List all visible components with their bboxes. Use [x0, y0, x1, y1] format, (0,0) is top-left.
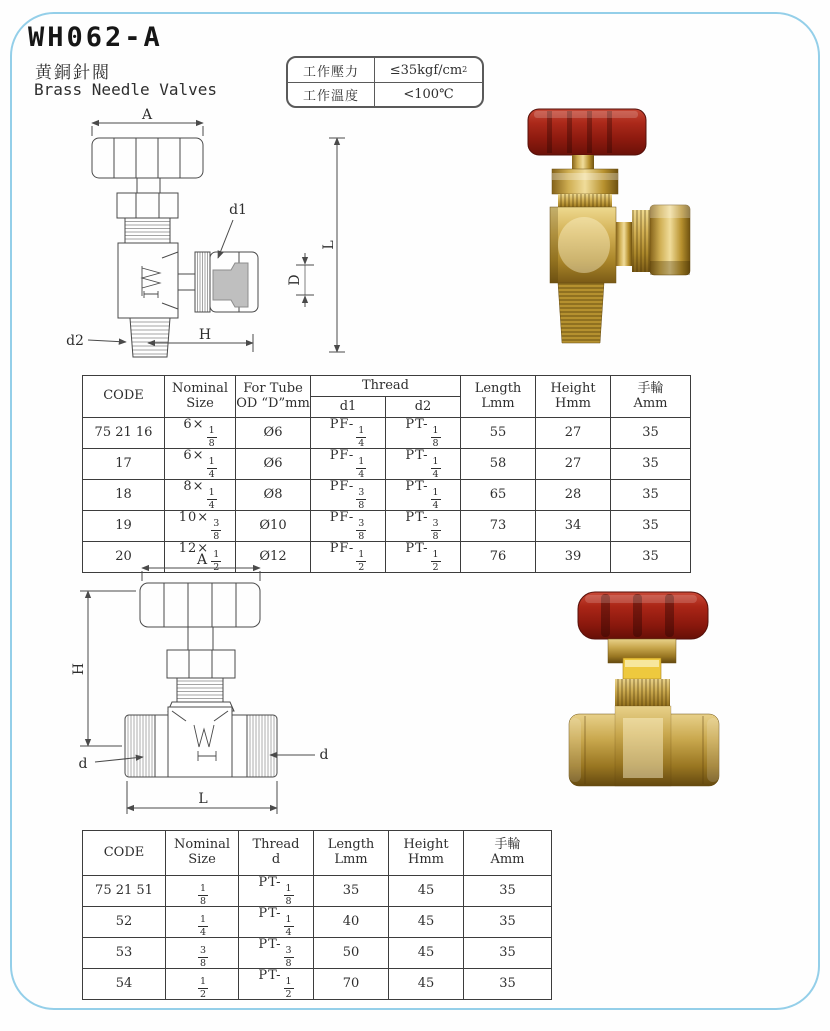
subtitle-english: Brass Needle Valves [34, 80, 218, 99]
header-handwheel [464, 831, 552, 876]
cell-height: 45 [389, 938, 464, 969]
header-d1: d1 [311, 397, 386, 418]
cell-nominal: 8× $\frac{1}{4}$ [165, 480, 236, 511]
header-d2: d2 [386, 397, 461, 418]
cell-wheel: 35 [611, 511, 691, 542]
straight-valve-drawing [58, 553, 360, 819]
header-line: Thread [252, 837, 300, 853]
straight-valve-spec-table [82, 830, 552, 1000]
cell-nominal: $\frac{1}{2}$ [166, 969, 239, 1000]
cell-length: 76 [461, 542, 536, 573]
cell-wheel: 35 [464, 969, 552, 1000]
header-line: 手輪 [637, 380, 664, 396]
dim-label-H: H [198, 327, 212, 343]
cell-nominal: 6× $\frac{1}{4}$ [165, 449, 236, 480]
table-row [83, 969, 552, 1000]
header-handwheel [611, 376, 691, 418]
header-line: Lmm [334, 852, 368, 867]
cell-nominal: 12× $\frac{1}{2}$ [165, 542, 236, 573]
cell-height: 45 [389, 969, 464, 1000]
cell-height: 27 [536, 418, 611, 449]
cell-height: 34 [536, 511, 611, 542]
dim-label-A: A [141, 107, 153, 123]
cell-code: 17 [83, 449, 165, 480]
port-label-d-left: d [78, 756, 88, 772]
spec-value-text: <100℃ [403, 87, 454, 102]
cell-length: 58 [461, 449, 536, 480]
header-line: Height [403, 837, 449, 853]
header-nominal [165, 376, 236, 418]
cell-d1: PF- $\frac{3}{8}$ [311, 480, 386, 511]
dim-label-H: H [71, 662, 87, 676]
cell-length: 40 [314, 907, 389, 938]
table-row [83, 418, 691, 449]
cell-wheel: 35 [611, 542, 691, 573]
dim-label-d1: d1 [229, 202, 247, 218]
table-row [83, 511, 691, 542]
dim-label-A: A [196, 553, 208, 568]
cell-nominal: 6× $\frac{1}{8}$ [165, 418, 236, 449]
cell-length: 55 [461, 418, 536, 449]
cell-code: 52 [83, 907, 166, 938]
cell-d2: PT- $\frac{1}{2}$ [386, 542, 461, 573]
cell-length: 70 [314, 969, 389, 1000]
header-length [461, 376, 536, 418]
table-row [83, 480, 691, 511]
header-line: Size [186, 395, 214, 411]
spec-value-text: ≤35kgf/cm [389, 62, 463, 78]
header-length [314, 831, 389, 876]
header-line: OD “D”mm [236, 395, 310, 411]
header-line: Length [474, 380, 522, 396]
cell-d1: PF- $\frac{1}{2}$ [311, 542, 386, 573]
header-height [536, 376, 611, 418]
cell-code: 75 21 16 [83, 418, 165, 449]
header-line: d [271, 852, 281, 867]
cell-length: 73 [461, 511, 536, 542]
cell-wheel: 35 [464, 938, 552, 969]
cell-height: 27 [536, 449, 611, 480]
cell-d1: PF- $\frac{1}{4}$ [311, 418, 386, 449]
cell-d2: PT- $\frac{1}{4}$ [386, 449, 461, 480]
cell-d1: PF- $\frac{3}{8}$ [311, 511, 386, 542]
cell-tube: Ø10 [236, 511, 311, 542]
cell-tube: Ø12 [236, 542, 311, 573]
cell-tube: Ø6 [236, 418, 311, 449]
cell-d2: PT- $\frac{3}{8}$ [386, 511, 461, 542]
header-line: Lmm [481, 395, 515, 411]
header-line: Length [327, 837, 375, 853]
subtitle-chinese: 黄銅針閥 [35, 63, 111, 83]
cell-nominal: 10× $\frac{3}{8}$ [165, 511, 236, 542]
cell-length: 50 [314, 938, 389, 969]
handle-outline [92, 138, 203, 178]
straight-valve-photo [545, 568, 797, 810]
table-row [83, 938, 552, 969]
port-label-d-right: d [319, 747, 329, 763]
cell-code: 53 [83, 938, 166, 969]
header-line: Amm [490, 852, 525, 867]
header-line: For Tube [243, 380, 303, 396]
cell-nominal: $\frac{1}{4}$ [166, 907, 239, 938]
cell-thread: PT- $\frac{1}{4}$ [239, 907, 314, 938]
cell-code: 18 [83, 480, 165, 511]
cell-wheel: 35 [611, 418, 691, 449]
cell-wheel: 35 [464, 907, 552, 938]
cell-d2: PT- $\frac{1}{8}$ [386, 418, 461, 449]
cell-tube: Ø8 [236, 480, 311, 511]
header-line: Nominal [172, 380, 228, 396]
spec-box [286, 56, 484, 108]
header-line: Height [550, 380, 596, 396]
cell-height: 39 [536, 542, 611, 573]
dim-label-D: D [287, 274, 303, 286]
header-thread [239, 831, 314, 876]
cell-wheel: 35 [611, 449, 691, 480]
spec-value-temperature [375, 83, 482, 106]
header-nominal [166, 831, 239, 876]
dim-label-d2: d2 [66, 333, 84, 349]
cell-code: 75 21 51 [83, 876, 166, 907]
dim-label-L: L [198, 791, 208, 807]
header-line: 手輪 [494, 837, 521, 853]
cell-tube: Ø6 [236, 449, 311, 480]
angle-valve-drawing [58, 106, 360, 372]
cell-d2: PT- $\frac{1}{4}$ [386, 480, 461, 511]
cell-thread: PT- $\frac{1}{8}$ [239, 876, 314, 907]
header-line: Hmm [555, 395, 591, 411]
cell-length: 65 [461, 480, 536, 511]
header-height [389, 831, 464, 876]
cell-d1: PF- $\frac{1}{4}$ [311, 449, 386, 480]
header-line: Nominal [174, 837, 230, 853]
spec-label-temperature: 工作溫度 [288, 83, 375, 106]
header-thread: Thread [311, 376, 461, 397]
cell-code: 20 [83, 542, 165, 573]
spec-row-pressure [288, 58, 482, 82]
table-row [83, 907, 552, 938]
cell-nominal: $\frac{1}{8}$ [166, 876, 239, 907]
cell-wheel: 35 [611, 480, 691, 511]
header-code: CODE [83, 376, 165, 418]
cell-wheel: 35 [464, 876, 552, 907]
spec-value-pressure: ≤35kgf/cm 2 [389, 62, 468, 78]
cell-height: 28 [536, 480, 611, 511]
cell-thread: PT- $\frac{1}{2}$ [239, 969, 314, 1000]
header-line: Hmm [408, 852, 444, 867]
header-line: Size [188, 852, 216, 867]
table-row [83, 449, 691, 480]
table-row [83, 876, 552, 907]
angle-valve-photo [500, 95, 792, 357]
dim-label-L: L [321, 240, 337, 250]
cell-nominal: $\frac{3}{8}$ [166, 938, 239, 969]
cell-code: 54 [83, 969, 166, 1000]
cell-length: 35 [314, 876, 389, 907]
cell-thread: PT- $\frac{3}{8}$ [239, 938, 314, 969]
header-code: CODE [83, 831, 166, 876]
page-title: WH062-A [28, 22, 163, 53]
spec-label-pressure: 工作壓力 [288, 58, 375, 82]
angle-valve-spec-table [82, 375, 691, 573]
cell-code: 19 [83, 511, 165, 542]
spec-row-temperature [288, 82, 482, 106]
cell-height: 45 [389, 907, 464, 938]
cell-height: 45 [389, 876, 464, 907]
header-line: Amm [633, 395, 668, 411]
header-tube [236, 376, 311, 418]
